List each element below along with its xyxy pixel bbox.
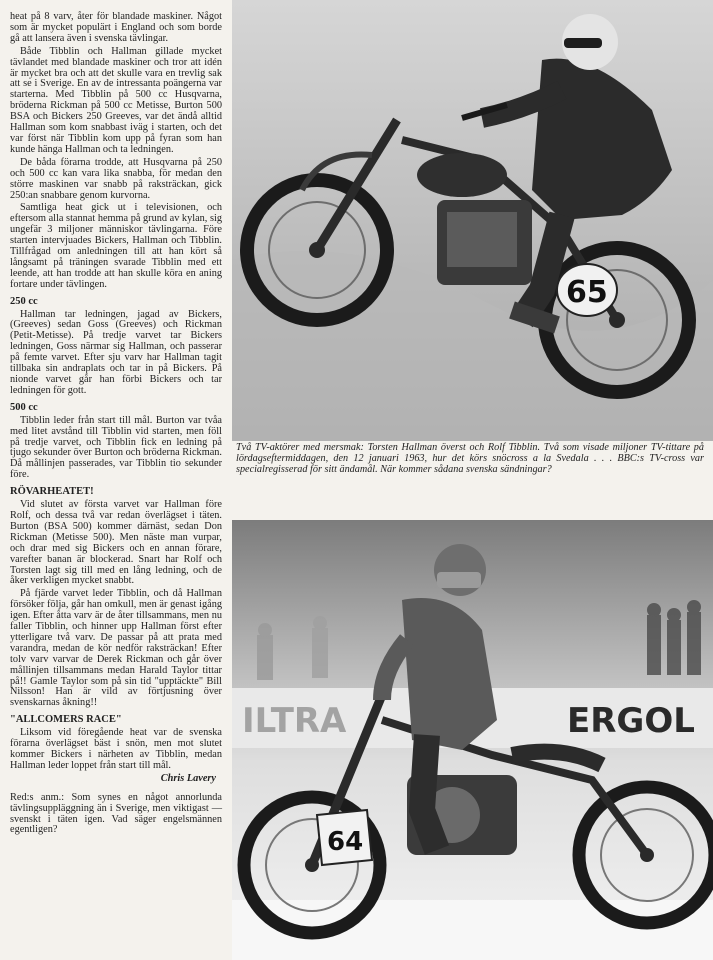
race-number-64: 64 bbox=[327, 827, 364, 857]
jumping-rider-illustration bbox=[232, 0, 713, 441]
race-number-65: 65 bbox=[566, 275, 608, 310]
article-paragraph: Liksom vid föregående heat var de svenska förarna överlägset bäst i snön, men mot slutet kommer Bickers i närheten av Tibblin, medan Hallman leder loppet från start till mål. bbox=[10, 727, 222, 771]
section-heading-allcomers: "ALLCOMERS RACE" bbox=[10, 714, 122, 726]
banner-text-ergol: ERGOL bbox=[567, 701, 695, 741]
article-paragraph: Vid slutet av första varvet var Hallman före Rolf, och dessa två var redan överlägset i täten. Burton (BSA 500) kommer därnäst, sedan Don Rickman (Metisse 500). Men näste man vurpar, och drar med sig Bickers och en annan förare, varefter banan är blockerad. Snart har Rolf och Torsten lagt sig till med en lång ledning, och de åker verkligen mycket snabbt. bbox=[10, 499, 222, 587]
article-paragraph: Tibblin leder från start till mål. Burton var tvåa med litet avstånd till Tibblin vid starten, men föll på tredje varvet, och Tibblin fick en ledning på tjugo sekunder över Burton och bröderna Rickman. Då mållinjen passerades, var Tibblin tio sekunder före. bbox=[10, 414, 222, 481]
photo-snow-rider bbox=[232, 520, 713, 960]
section-heading-rovarheatet: RÖVARHEATET! bbox=[10, 486, 94, 498]
section-heading-250: 250 cc bbox=[10, 295, 38, 307]
snow-rider-illustration bbox=[232, 520, 713, 960]
section-heading-500: 500 cc bbox=[10, 401, 38, 413]
article-paragraph: De båda förarna trodde, att Husqvarna på 250 och 500 cc kan vara lika snabba, för medan den större maskinen var snabb på raksträckan, gick 250:an snabbare genom kurvorna. bbox=[10, 156, 222, 201]
article-paragraph: Hallman tar ledningen, jagad av Bickers, (Greeves) sedan Goss (Greeves) och Rickman (Petit-Metisse). På tredje varvet tar Bickers ledningen, Goss närmar sig Hallman, och passerar på femte varvet. Efter sju varv har Hallman tagit tillbaka sin andraplats och tar in på Bickers. På nionde varvet går han förbi Bickers och tar ledningen för gott. bbox=[10, 308, 222, 396]
article-paragraph: Både Tibblin och Hallman gillade mycket tävlandet med blandade maskiner och tror att idén är mycket bra och att det skulle vara en trevlig sak att se i Sverige. En av de intressanta poängerna var starterna. Med Tibblin på 500 cc Husqvarna, bröderna Rickman på 500 cc Metisse, Burton 500 BSA och Bickers 250 Greeves, var det ändå alltid Hallman som kom snabbast iväg i starten, och det var först när Tibblin kom upp på fyran som han kunde hänga Hallman och ta ledningen. bbox=[10, 45, 222, 155]
photo-caption: Två TV-aktörer med mersmak: Torsten Hallman överst och Rolf Tibblin. Två som visade miljoner TV-tittare på lördagseftermiddagen, den 12 januari 1963, hur det körs snöcross a la Svedala . . . BBC:s TV-cross var specialregisserad för sitt ändamål. När kommer sådana svenska sändningar? bbox=[236, 442, 704, 475]
article-column bbox=[10, 12, 222, 838]
article-paragraph: heat på 8 varv, åter för blandade maskiner. Något som är mycket populärt i England och som borde gå att lansera även i svenska tävlingar. bbox=[10, 11, 222, 44]
photo-jumping-rider bbox=[232, 0, 713, 441]
banner-text-left: ILTRA bbox=[242, 701, 347, 741]
author-signature: Chris Lavery bbox=[160, 772, 216, 784]
article-paragraph: Samtliga heat gick ut i televisionen, och eftersom alla stannat hemma på grund av kylan, sig ungefär 3 miljoner människor tävlingarna. Före starten intervjuades Bickers, Hallman och Tibblin. Tillfrågad om anledningen till att han kört så långsamt på träningen svarade Tibblin med ett leende, att han trodde att han skulle köra en aning fortare under tävlingen. bbox=[10, 202, 222, 290]
editor-note: Red:s anm.: Som synes en något annorlunda tävlingsuppläggning än i Sverige, men viktigast — svenskt i täten igen. Vad säger engelsmännen egentligen? bbox=[10, 791, 222, 836]
article-paragraph: På fjärde varvet leder Tibblin, och då Hallman försöker följa, går han omkull, men är genast igång igen. Efter åtta varv är de åter tillsammans, men nu faller Tibblin, och hinner upp Hallman först efter ytterligare två varv. De passar på att prata med varandra, medan de kör nedför raksträckan! Efter tolv varv varvar de Derek Rickman och går över mållinjen tillsammans medan Harald Taylor tittar på!! Gamle Taylor som på sin tid "upptäckte" Bill Nilsson! Han är vild av förtjusning över svenskarnas åkning!! bbox=[10, 588, 222, 709]
